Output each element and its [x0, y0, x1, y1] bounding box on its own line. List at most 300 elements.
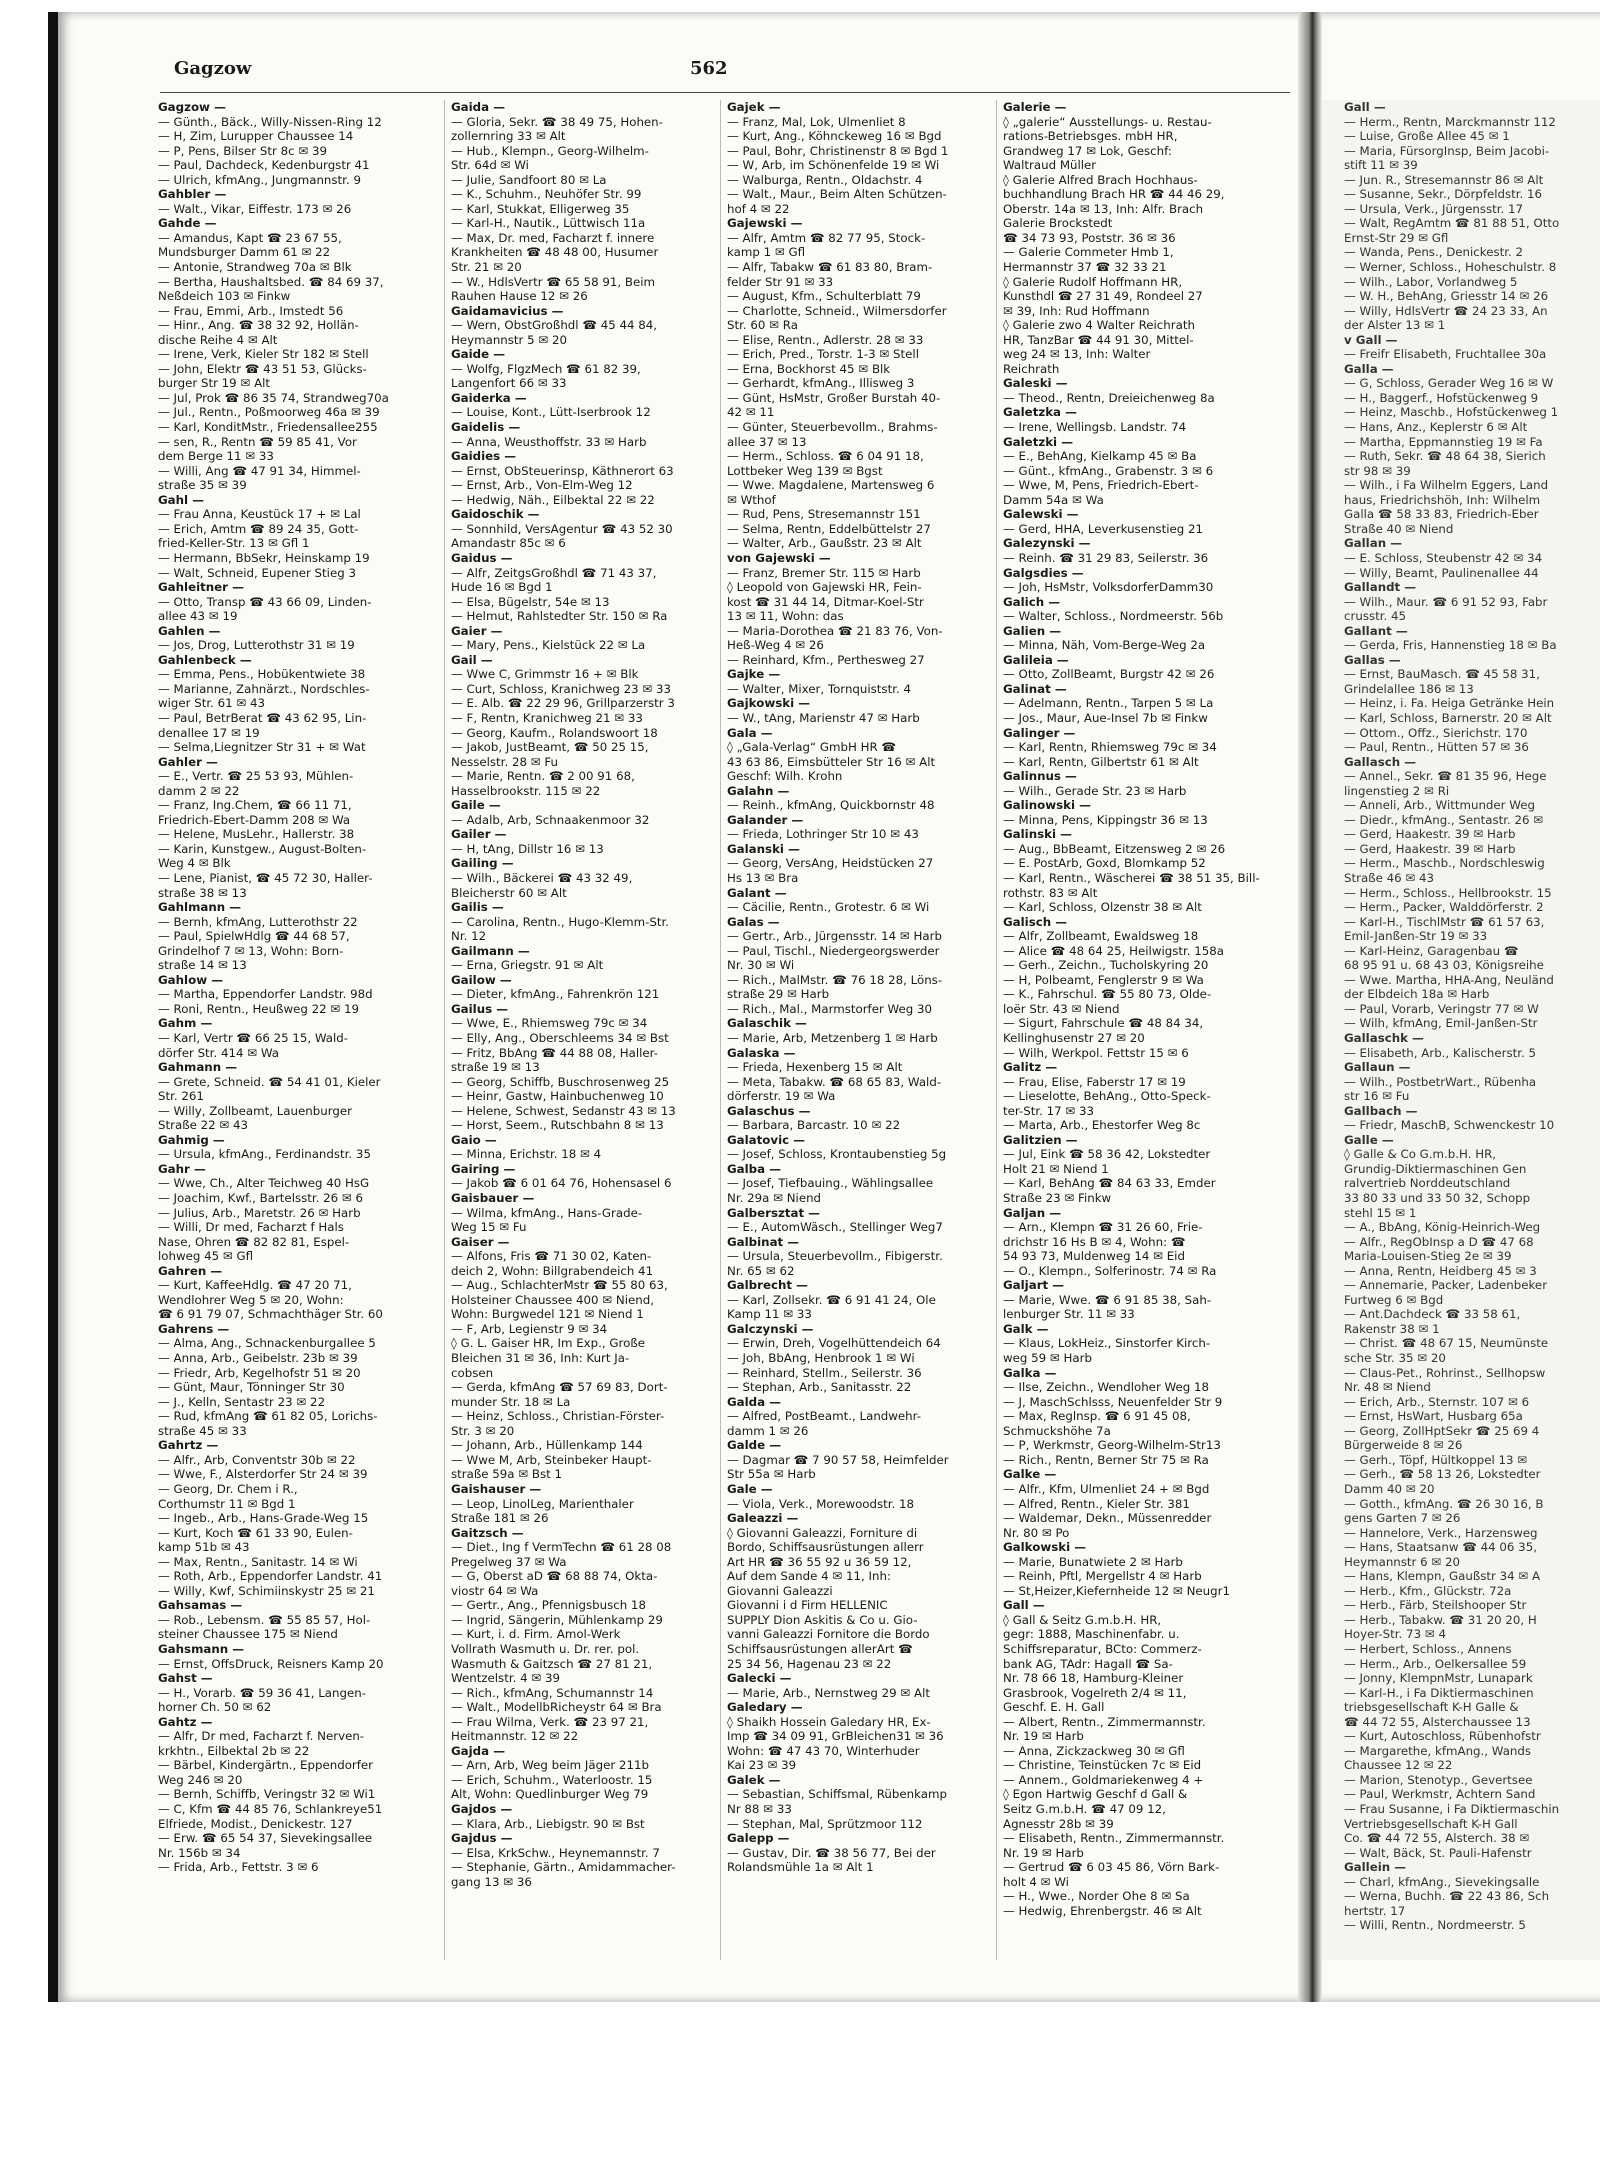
directory-entry: — Otto, ZollBeamt, Burgstr 42 ✉ 26: [1003, 667, 1215, 682]
directory-entry: — Luise, Große Allee 45 ✉ 1: [1344, 129, 1510, 144]
directory-entry: — Kurt, KaffeeHdlg. ☎ 47 20 71,: [158, 1278, 352, 1293]
directory-entry: Galjan —: [1003, 1205, 1061, 1220]
directory-entry: Gallandt —: [1344, 580, 1417, 595]
directory-entry: ◊ Galerie Rudolf Hoffmann HR,: [1003, 274, 1183, 289]
directory-entry: — Selma, Rentn, Eddelbüttelstr 27: [727, 521, 931, 536]
directory-entry: — Karl, Zollsekr. ☎ 6 91 41 24, Ole: [727, 1292, 936, 1307]
directory-entry: gang 13 ✉ 36: [451, 1874, 532, 1889]
directory-entry: — Georg, ZollHptSekr ☎ 25 69 4: [1344, 1423, 1540, 1438]
directory-entry: Galant —: [727, 885, 787, 900]
directory-entry: — Gustav, Dir. ☎ 38 56 77, Bei der: [727, 1845, 936, 1860]
directory-entry: dem Berge 11 ✉ 33: [158, 449, 274, 464]
directory-entry: — Cäcilie, Rentn., Grotestr. 6 ✉ Wi: [727, 900, 930, 915]
directory-entry: — Roni, Rentn., Heußweg 22 ✉ 19: [158, 1001, 360, 1016]
directory-entry: — E., AutomWäsch., Stellinger Weg7: [727, 1220, 943, 1235]
directory-entry: — Galerie Commeter Hmb 1,: [1003, 245, 1174, 260]
directory-entry: — Karl, Vertr ☎ 66 25 15, Wald-: [158, 1031, 349, 1045]
directory-entry: — Ottom., Offz., Sierichstr. 170: [1344, 725, 1528, 740]
directory-column-3: [720, 100, 989, 1960]
directory-entry: burger Str 19 ✉ Alt: [158, 376, 271, 391]
directory-entry: Nesselstr. 28 ✉ Fu: [451, 754, 558, 769]
directory-entry: — J, MaschSchlsss, Neuenfelder Str 9: [1003, 1394, 1223, 1409]
directory-entry: — Ant.Dachdeck ☎ 33 58 61,: [1344, 1307, 1521, 1322]
directory-entry: Hude 16 ✉ Bgd 1: [451, 580, 553, 595]
directory-entry: str 98 ✉ 39: [1344, 463, 1411, 478]
directory-entry: — Willy, HdlsVertr ☎ 24 23 33, An: [1344, 303, 1548, 318]
directory-entry: — Karl, KonditMstr., Friedensallee255: [158, 420, 378, 435]
directory-entry: — Karl, Rentn., Wäscherei ☎ 38 51 35, Bill-: [1003, 870, 1260, 885]
directory-entry: ☎ 34 73 93, Poststr. 36 ✉ 36: [1003, 230, 1176, 245]
directory-entry: Galaska —: [727, 1045, 796, 1060]
directory-entry: — Reinh. ☎ 31 29 83, Seilerstr. 36: [1003, 550, 1209, 565]
directory-entry: Schiffsreparatur, BCto: Commerz-: [1003, 1641, 1202, 1656]
directory-entry: — Herb., Färb, Steilshooper Str: [1344, 1598, 1527, 1613]
directory-entry: — Frau Anna, Keustück 17 + ✉ Lal: [158, 507, 361, 522]
directory-entry: — Irene, Verk, Kieler Str 182 ✉ Stell: [158, 347, 369, 362]
directory-entry: Galda —: [727, 1394, 781, 1409]
directory-entry: — Hub., Klempn., Georg-Wilhelm-: [451, 143, 649, 158]
directory-entry: — Kurt, Autoschloss, Rübenhofstr: [1344, 1729, 1541, 1744]
directory-entry: Galepp —: [727, 1831, 790, 1846]
directory-entry: Straße 22 ✉ 43: [158, 1118, 249, 1133]
directory-entry: drichstr 16 Hs B ✉ 4, Wohn: ☎: [1003, 1234, 1186, 1249]
directory-entry: — Herm., Schloss., Hellbrookstr. 15: [1344, 885, 1552, 900]
directory-entry: — Elsa, KrkSchw., Heynemannstr. 7: [451, 1845, 660, 1860]
directory-entry: — Heinz, i. Fa. Heiga Getränke Hein: [1344, 696, 1555, 711]
directory-entry: — Reinh., kfmAng, Quickbornstr 48: [727, 798, 935, 813]
directory-entry: — Aug., SchlachterMstr ☎ 55 80 63,: [451, 1278, 668, 1293]
directory-entry: — G, Oberst aD ☎ 68 88 74, Okta-: [451, 1569, 658, 1584]
directory-entry: — Franz, Mal, Lok, Ulmenliet 8: [727, 114, 906, 129]
directory-entry: Galinnus —: [1003, 769, 1077, 784]
directory-entry: — Gerh., Zeichn., Tucholskyring 20: [1003, 958, 1209, 973]
directory-entry: — Herm., Rentn, Marckmannstr 112: [1344, 114, 1556, 129]
directory-entry: Gallan —: [1344, 536, 1402, 551]
directory-entry: — Minna, Erichstr. 18 ✉ 4: [451, 1147, 602, 1162]
directory-entry: Nr. 19 ✉ Harb: [1003, 1729, 1084, 1744]
directory-entry: Maria-Louisen-Stieg 2e ✉ 39: [1344, 1249, 1512, 1264]
directory-entry: — Charlotte, Schneid., Wilmersdorfer: [727, 303, 947, 318]
directory-entry: Friedrich-Ebert-Damm 208 ✉ Wa: [158, 812, 351, 827]
directory-entry: — Ernst, BauMasch. ☎ 45 58 31,: [1344, 667, 1540, 682]
directory-entry: — Karl-H., i Fa Diktiermaschinen: [1344, 1685, 1534, 1700]
directory-entry: ◊ Egon Hartwig Geschf d Gall &: [1003, 1787, 1188, 1802]
directory-entry: — E., Vertr. ☎ 25 53 93, Mühlen-: [158, 769, 354, 784]
directory-entry: Straße 46 ✉ 43: [1344, 870, 1435, 885]
directory-entry: — Frau, Elise, Faberstr 17 ✉ 19: [1003, 1074, 1186, 1089]
directory-entry: — Curt, Schloss, Kranichweg 23 ✉ 33: [451, 681, 672, 696]
directory-entry: — Erich, Schuhm., Waterloostr. 15: [451, 1772, 653, 1787]
directory-entry: — Wwe, F., Alsterdorfer Str 24 ✉ 39: [158, 1467, 368, 1482]
directory-entry: Damm 40 ✉ 20: [1344, 1481, 1435, 1496]
directory-entry: — Wwe M, Arb, Steinbeker Haupt-: [451, 1452, 652, 1467]
directory-entry: — Frau Susanne, i Fa Diktiermaschin: [1344, 1801, 1560, 1816]
directory-entry: — Günt, Maur, Tönninger Str 30: [158, 1380, 345, 1395]
directory-entry: — Günt, HsMstr, Großer Burstah 40-: [727, 390, 941, 405]
directory-entry: — Herbert, Schloss., Annens: [1344, 1641, 1512, 1656]
directory-entry: Oberstr. 14a ✉ 13, Inh: Alfr. Brach: [1003, 201, 1204, 216]
directory-entry: Neßdeich 103 ✉ Finkw: [158, 289, 291, 304]
directory-entry: Gallasch —: [1344, 754, 1417, 769]
directory-entry: — Jul, Prok ☎ 86 35 74, Strandweg70a: [158, 390, 389, 405]
directory-entry: Galanski —: [727, 841, 800, 856]
directory-entry: — Werna, Buchh. ☎ 22 43 86, Sch: [1344, 1889, 1550, 1904]
directory-entry: Waltraud Müller: [1003, 158, 1097, 173]
directory-entry: — Wwe. Martha, HHA-Ang, Neuländ: [1344, 972, 1554, 987]
directory-entry: Pregelweg 37 ✉ Wa: [451, 1554, 567, 1569]
directory-entry: — Alfr., RegObInsp a D ☎ 47 68: [1344, 1234, 1534, 1249]
directory-column-4: [996, 100, 1265, 1960]
directory-entry: Imp ☎ 34 09 91, GrBleichen31 ✉ 36: [727, 1729, 944, 1744]
directory-entry: — Bertha, Haushaltsbed. ☎ 84 69 37,: [158, 274, 384, 289]
directory-entry: — Josef, Tiefbauing., Wählingsallee: [727, 1176, 934, 1191]
directory-entry: — Walburga, Rentn., Oldachstr. 4: [727, 172, 923, 187]
directory-entry: — Frau, Emmi, Arb., Imstedt 56: [158, 303, 344, 318]
directory-entry: — Rich., MalMstr. ☎ 76 18 28, Löns-: [727, 972, 943, 987]
directory-entry: — Roth, Arb., Eppendorfer Landstr. 41: [158, 1569, 383, 1584]
directory-entry: — Willi, Rentn., Nordmeerstr. 5: [1344, 1918, 1526, 1933]
directory-entry: — Wilh., PostbetrWart., Rübenha: [1344, 1074, 1537, 1089]
running-head: Gagzow: [174, 58, 252, 79]
directory-entry: Nr. 19 ✉ Harb: [1003, 1845, 1084, 1860]
directory-entry: Schmuckshöhe 7a: [1003, 1423, 1111, 1438]
directory-entry: Galedary —: [727, 1700, 803, 1715]
directory-entry: — H, tAng, Dillstr 16 ✉ 13: [451, 841, 604, 856]
directory-entry: Hasselbrookstr. 115 ✉ 22: [451, 783, 601, 798]
directory-entry: str 16 ✉ Fu: [1344, 1089, 1410, 1104]
directory-entry: — Sigurt, Fahrschule ☎ 48 84 34,: [1003, 1016, 1204, 1031]
directory-entry: Gairing —: [451, 1161, 516, 1176]
directory-entry: ter-Str. 17 ✉ 33: [1003, 1103, 1095, 1118]
directory-entry: Grindelallee 186 ✉ 13: [1344, 681, 1474, 696]
directory-entry: viostr 64 ✉ Wa: [451, 1583, 539, 1598]
directory-entry: — Diedr., kfmAng., Sentastr. 26 ✉: [1344, 812, 1544, 827]
directory-entry: straße 59a ✉ Bst 1: [451, 1467, 563, 1482]
directory-entry: — Jakob ☎ 6 01 64 76, Hohensasel 6: [451, 1176, 672, 1191]
directory-entry: — Grete, Schneid. ☎ 54 41 01, Kieler: [158, 1074, 381, 1089]
directory-entry: Hs 13 ✉ Bra: [727, 870, 799, 885]
directory-entry: — K., Fahrschul. ☎ 55 80 73, Olde-: [1003, 987, 1212, 1002]
directory-entry: sche Str. 35 ✉ 20: [1344, 1351, 1446, 1366]
directory-entry: Str. 60 ✉ Ra: [727, 318, 798, 333]
directory-entry: Galerie Brockstedt: [1003, 216, 1113, 231]
directory-entry: — Ilse, Zeichn., Wendloher Weg 18: [1003, 1380, 1210, 1395]
directory-entry: — Ulrich, kfmAng., Jungmannstr. 9: [158, 172, 361, 187]
directory-entry: Kunsthdl ☎ 27 31 49, Rondeel 27: [1003, 289, 1203, 304]
directory-entry: — Ursula, Verk., Jürgensstr. 17: [1344, 201, 1524, 216]
directory-entry: — Hannelore, Verk., Harzensweg: [1344, 1525, 1538, 1540]
directory-entry: stehl 15 ✉ 1: [1344, 1205, 1417, 1220]
directory-entry: Galba —: [727, 1161, 781, 1176]
directory-entry: Galezynski —: [1003, 536, 1091, 551]
directory-entry: Galetzka —: [1003, 405, 1077, 420]
directory-entry: — Wwe, E., Rhiemsweg 79c ✉ 34: [451, 1016, 648, 1031]
directory-entry: — Anna, Rentn, Heidberg 45 ✉ 3: [1344, 1263, 1537, 1278]
directory-entry: — Adelmann, Rentn., Tarpen 5 ✉ La: [1003, 696, 1214, 711]
directory-entry: — Ursula, kfmAng., Ferdinandstr. 35: [158, 1147, 371, 1162]
directory-entry: — Alfr, Amtm ☎ 82 77 95, Stock-: [727, 230, 926, 245]
directory-entry: Kai 23 ✉ 39: [727, 1758, 797, 1773]
directory-entry: — Georg, Kaufm., Rolandswoort 18: [451, 725, 658, 740]
directory-entry: — Christ. ☎ 48 67 15, Neumünste: [1344, 1336, 1549, 1351]
directory-entry: Alt, Wohn: Quedlinburger Weg 79: [451, 1787, 649, 1802]
directory-entry: — Gerda, Fris, Hannenstieg 18 ✉ Ba: [1344, 638, 1557, 653]
directory-entry: straße 14 ✉ 13: [158, 958, 247, 973]
directory-entry: — Georg, Dr. Chem i R.,: [158, 1481, 298, 1496]
directory-entry: — Lieselotte, BehAng., Otto-Speck-: [1003, 1089, 1211, 1104]
directory-entry: Galahn —: [727, 783, 790, 798]
directory-entry: — Wanda, Pens., Denickestr. 2: [1344, 245, 1523, 260]
directory-entry: Gahbler —: [158, 187, 227, 202]
directory-entry: — F, Arb, Legienstr 9 ✉ 34: [451, 1321, 608, 1336]
directory-entry: — W. H., BehAng, Griesstr 14 ✉ 26: [1344, 289, 1549, 304]
directory-entry: — Karl, Rentn, Rhiemsweg 79c ✉ 34: [1003, 740, 1217, 755]
directory-entry: rothstr. 83 ✉ Alt: [1003, 885, 1098, 900]
directory-entry: ✉ Wthof: [727, 492, 776, 507]
directory-entry: — Klara, Arb., Liebigstr. 90 ✉ Bst: [451, 1816, 645, 1831]
directory-entry: — Max, Rentn., Sanitastr. 14 ✉ Wi: [158, 1554, 358, 1569]
directory-entry: holt 4 ✉ Wi: [1003, 1874, 1069, 1889]
directory-entry: — Walt., ModellbRicheystr 64 ✉ Bra: [451, 1700, 662, 1715]
directory-entry: — Karl-H., TischlMstr ☎ 61 57 63,: [1344, 914, 1545, 929]
directory-entry: Giovanni i d Firm HELLENIC: [727, 1598, 888, 1613]
directory-entry: — Walt., Maur., Beim Alten Schützen-: [727, 187, 947, 202]
directory-entry: Galka —: [1003, 1365, 1057, 1380]
directory-entry: — Walt, RegAmtm ☎ 81 88 51, Otto: [1344, 216, 1560, 231]
directory-entry: Corthumstr 11 ✉ Bgd 1: [158, 1496, 296, 1511]
directory-entry: Hoyer-Str. 73 ✉ 4: [1344, 1627, 1446, 1642]
directory-entry: — Louise, Kont., Lütt-Iserbrook 12: [451, 405, 651, 420]
directory-entry: Auf dem Sande 4 ✉ 11, Inh:: [727, 1569, 891, 1584]
directory-entry: — Hans, Anz., Keplerstr 6 ✉ Alt: [1344, 420, 1528, 435]
directory-entry: — Wilh., Labor, Vorlandweg 5: [1344, 274, 1518, 289]
directory-entry: ◊ Galle & Co G.m.b.H. HR,: [1344, 1147, 1497, 1162]
directory-entry: Gaile —: [451, 798, 501, 813]
directory-entry: Gajda —: [451, 1743, 505, 1758]
directory-entry: — Elsa, Bügelstr, 54e ✉ 13: [451, 594, 610, 609]
directory-entry: — Karl, Schloss, Olzenstr 38 ✉ Alt: [1003, 900, 1202, 915]
directory-entry: — Amandus, Kapt ☎ 23 67 55,: [158, 230, 342, 245]
directory-entry: — Alfr, ZeitgsGroßhdl ☎ 71 43 37,: [451, 565, 657, 580]
directory-entry: — Marie, Wwe. ☎ 6 91 85 38, Sah-: [1003, 1292, 1212, 1307]
directory-entry: — Herb., Kfm., Glückstr. 72a: [1344, 1583, 1512, 1598]
directory-entry: — Alfr., Arb, Conventstr 30b ✉ 22: [158, 1452, 356, 1467]
directory-entry: — Max, Reglnsp. ☎ 6 91 45 08,: [1003, 1409, 1191, 1424]
directory-entry: — Adalb, Arb, Schnaakenmoor 32: [451, 812, 650, 827]
directory-entry: — H, Zim, Lurupper Chaussee 14: [158, 129, 354, 144]
directory-entry: damm 2 ✉ 22: [158, 783, 240, 798]
directory-entry: Kamp 11 ✉ 33: [727, 1307, 812, 1322]
directory-entry: — Rud, Pens, Stresemannstr 151: [727, 507, 921, 522]
directory-entry: — Theod., Rentn, Dreieichenweg 8a: [1003, 390, 1215, 405]
directory-entry: Grundig-Diktiermaschinen Gen: [1344, 1161, 1527, 1176]
directory-entry: Galgsdies —: [1003, 565, 1084, 580]
directory-entry: — Helene, Schwest, Sedanstr 43 ✉ 13: [451, 1103, 676, 1118]
directory-entry: — Reinh, Pftl, Mergellstr 4 ✉ Harb: [1003, 1569, 1202, 1584]
directory-entry: kost ☎ 31 44 14, Ditmar-Koel-Str: [727, 594, 924, 609]
directory-entry: Furtweg 6 ✉ Bgd: [1344, 1292, 1444, 1307]
directory-entry: Galaschus —: [727, 1103, 811, 1118]
directory-entry: — Willy, Kwf, Schimiinskystr 25 ✉ 21: [158, 1583, 375, 1598]
directory-entry: Hermannstr 37 ☎ 32 33 21: [1003, 260, 1167, 275]
directory-entry: — P, Pens, Bilser Str 8c ✉ 39: [158, 143, 327, 158]
directory-entry: Bürgerweide 8 ✉ 26: [1344, 1438, 1463, 1453]
directory-entry: Nr. 65 ✉ 62: [727, 1263, 795, 1278]
directory-entry: Gahlow —: [158, 972, 223, 987]
directory-entry: — Jos., Maur, Aue-Insel 7b ✉ Finkw: [1003, 710, 1208, 725]
directory-entry: Gaidies —: [451, 449, 517, 464]
directory-entry: — G, Schloss, Gerader Weg 16 ✉ W: [1344, 376, 1554, 391]
directory-entry: — Georg, VersAng, Heidstücken 27: [727, 856, 934, 871]
directory-entry: dörferstr. 19 ✉ Wa: [727, 1089, 836, 1104]
directory-entry: — Gertr., Ang., Pfennigsbusch 18: [451, 1598, 646, 1613]
directory-entry: — Gerda, kfmAng ☎ 57 69 83, Dort-: [451, 1380, 668, 1395]
directory-entry: — Julie, Sandfoort 80 ✉ La: [451, 172, 607, 187]
directory-entry: 68 95 91 u. 68 43 03, Königsreihe: [1344, 958, 1544, 973]
directory-entry: Galbinat —: [727, 1234, 800, 1249]
directory-entry: Heitmannstr. 12 ✉ 22: [451, 1729, 579, 1744]
directory-entry: Gahmann —: [158, 1060, 237, 1075]
directory-entry: — E. Alb. ☎ 22 29 96, Grillparzerstr 3: [451, 696, 675, 711]
directory-entry: Galla ☎ 58 33 83, Friedrich-Eber: [1344, 507, 1539, 522]
directory-entry: munder Str. 18 ✉ La: [451, 1394, 571, 1409]
directory-entry: Galjart —: [1003, 1278, 1065, 1293]
directory-entry: Straße 181 ✉ 26: [451, 1511, 549, 1526]
directory-entry: weg 59 ✉ Harb: [1003, 1351, 1092, 1366]
directory-entry: — Elisabeth, Rentn., Zimmermannstr.: [1003, 1831, 1225, 1846]
directory-entry: Seitz G.m.b.H. ☎ 47 09 12,: [1003, 1801, 1166, 1816]
directory-entry: — Willi, Ang ☎ 47 91 34, Himmel-: [158, 463, 361, 478]
directory-entry: 13 ✉ 11, Wohn: das: [727, 609, 844, 624]
directory-entry: ◊ Galerie Alfred Brach Hochhaus-: [1003, 172, 1198, 187]
directory-entry: Gailmann —: [451, 943, 530, 958]
directory-entry: — Ursula, Steuerbevollm., Fibigerstr.: [727, 1249, 943, 1264]
directory-entry: — H, Polbeamt, Fenglerstr 9 ✉ Wa: [1003, 972, 1204, 987]
directory-entry: Gall —: [1003, 1598, 1045, 1613]
directory-entry: — Lene, Pianist, ☎ 45 72 30, Haller-: [158, 870, 373, 885]
directory-entry: — Wilh., i Fa Wilhelm Eggers, Land: [1344, 478, 1549, 493]
directory-entry: — Emma, Pens., Hobükentwiete 38: [158, 667, 366, 682]
directory-entry: Agnesstr 28b ✉ 39: [1003, 1816, 1114, 1831]
directory-entry: Gala —: [727, 725, 773, 740]
directory-entry: Gajdos —: [451, 1801, 513, 1816]
directory-entry: Gaitzsch —: [451, 1525, 524, 1540]
directory-entry: Galinski —: [1003, 827, 1072, 842]
directory-entry: — Joh, BbAng, Henbrook 1 ✉ Wi: [727, 1351, 915, 1366]
directory-entry: 54 93 73, Muldenweg 14 ✉ Eid: [1003, 1249, 1185, 1264]
directory-entry: Gaidamavicius —: [451, 303, 564, 318]
directory-entry: triebsgesellschaft K-H Galle &: [1344, 1700, 1519, 1715]
directory-entry: Gaide —: [451, 347, 506, 362]
directory-entry: — Margarethe, kfmAng., Wands: [1344, 1743, 1532, 1758]
directory-entry: — Hinr., Ang. ☎ 38 32 92, Hollän-: [158, 318, 359, 333]
directory-entry: — Rich., Mal., Marmstorfer Weg 30: [727, 1001, 933, 1016]
directory-entry: — Reinhard, Stellm., Seilerstr. 36: [727, 1365, 922, 1380]
directory-entry: ◊ „Gala-Verlag“ GmbH HR ☎: [727, 740, 897, 755]
directory-entry: — Karl-H., Nautik., Lüttwisch 11a: [451, 216, 646, 231]
directory-entry: der Elbdeich 18a ✉ Harb: [1344, 987, 1490, 1002]
directory-entry: Weg 246 ✉ 20: [158, 1772, 243, 1787]
directory-entry: — Hans, Staatsanw ☎ 44 06 35,: [1344, 1540, 1537, 1555]
directory-entry: — Günter, Steuerbevollm., Brahms-: [727, 420, 938, 435]
directory-entry: — Rich., kfmAng, Schumannstr 14: [451, 1685, 654, 1700]
directory-entry: Gallaun —: [1344, 1060, 1411, 1075]
directory-entry: Bleichen 31 ✉ 36, Inh: Kurt Ja-: [451, 1351, 630, 1366]
directory-entry: Gallbach —: [1344, 1103, 1418, 1118]
directory-entry: Straße 23 ✉ Finkw: [1003, 1191, 1112, 1206]
directory-entry: — Christine, Teinstücken 7c ✉ Eid: [1003, 1758, 1202, 1773]
directory-entry: — Willi, Dr med, Facharzt f Hals: [158, 1220, 344, 1235]
directory-entry: — Georg, Schiffb, Buschrosenweg 25: [451, 1074, 670, 1089]
directory-entry: kamp 51b ✉ 43: [158, 1540, 250, 1555]
directory-entry: — Frieda, Lothringer Str 10 ✉ 43: [727, 827, 919, 842]
directory-entry: — Otto, Transp ☎ 43 66 09, Linden-: [158, 594, 372, 609]
directory-entry: hertstr. 17: [1344, 1903, 1406, 1918]
directory-entry: Wasmuth & Gaitzsch ☎ 27 81 21,: [451, 1656, 653, 1671]
directory-entry: Gaiser —: [451, 1234, 510, 1249]
directory-entry: Holsteiner Chaussee 400 ✉ Niend,: [451, 1292, 654, 1307]
directory-entry: 25 34 56, Hagenau 23 ✉ 22: [727, 1656, 892, 1671]
directory-entry: Gailer —: [451, 827, 507, 842]
directory-entry: Gahst —: [158, 1671, 213, 1686]
directory-entry: — Walter, Arb., Gaußstr. 23 ✉ Alt: [727, 536, 922, 551]
directory-entry: — Alfred, Rentn., Kieler Str. 381: [1003, 1496, 1190, 1511]
directory-entry: — Paul, Vorarb, Veringstr 77 ✉ W: [1344, 1001, 1539, 1016]
directory-entry: Gahrtz —: [158, 1438, 219, 1453]
directory-entry: — Willy, Beamt, Paulinenallee 44: [1344, 565, 1539, 580]
directory-entry: — Martha, Eppmannstieg 19 ✉ Fa: [1344, 434, 1543, 449]
directory-entry: Galitz —: [1003, 1060, 1058, 1075]
directory-entry: — Walter, Mixer, Tornquiststr. 4: [727, 681, 911, 696]
directory-entry: — Ingeb., Arb., Hans-Grade-Weg 15: [158, 1511, 369, 1526]
directory-entry: — Marie, Arb, Metzenberg 1 ✉ Harb: [727, 1031, 938, 1045]
directory-entry: Gahsmann —: [158, 1641, 245, 1656]
directory-entry: Gajke —: [727, 667, 781, 682]
directory-entry: buchhandlung Brach HR ☎ 44 46 29,: [1003, 187, 1225, 202]
directory-entry: Ernst-Str 29 ✉ Gfl: [1344, 230, 1449, 245]
directory-entry: — Klaus, LokHeiz., Sinstorfer Kirch-: [1003, 1336, 1211, 1351]
directory-entry: Wendlohrer Weg 5 ✉ 20, Wohn:: [158, 1292, 344, 1307]
directory-entry: Galke —: [1003, 1467, 1057, 1482]
directory-entry: Gaio —: [451, 1132, 497, 1147]
directory-entry: — Elise, Rentn., Adlerstr. 28 ✉ 33: [727, 332, 924, 347]
directory-entry: ◊ G. L. Gaiser HR, Im Exp., Große: [451, 1336, 646, 1351]
directory-entry: Gahde —: [158, 216, 217, 231]
directory-entry: Nr. 156b ✉ 34: [158, 1845, 241, 1860]
directory-entry: rations-Betriebsges. mbH HR,: [1003, 129, 1178, 144]
directory-entry: — Erich, Pred., Torstr. 1-3 ✉ Stell: [727, 347, 919, 362]
directory-entry: Str. 261: [158, 1089, 204, 1104]
directory-entry: Gahlmann —: [158, 900, 242, 915]
directory-entry: Gaishauser —: [451, 1481, 542, 1496]
directory-entry: — Barbara, Barcastr. 10 ✉ 22: [727, 1118, 901, 1133]
directory-entry: — Maria-Dorothea ☎ 21 83 76, Von-: [727, 623, 943, 638]
directory-entry: — Heinz, Schloss., Christian-Förster-: [451, 1409, 665, 1424]
directory-entry: Gajkowski —: [727, 696, 811, 711]
directory-entry: Gahmig —: [158, 1132, 225, 1147]
directory-entry: Galde —: [727, 1438, 782, 1453]
directory-entry: Nr. 78 66 18, Hamburg-Kleiner: [1003, 1671, 1184, 1686]
directory-entry: — H., Wwe., Norder Ohe 8 ✉ Sa: [1003, 1889, 1190, 1904]
directory-entry: Chaussee 12 ✉ 22: [1344, 1758, 1453, 1773]
directory-entry: — Günth., Bäck., Willy-Nissen-Ring 12: [158, 114, 382, 129]
directory-entry: — C, Kfm ☎ 44 85 76, Schlankreye51: [158, 1801, 383, 1816]
directory-entry: — E. PostArb, Goxd, Blomkamp 52: [1003, 856, 1206, 871]
directory-entry: Galczynski —: [727, 1321, 814, 1336]
directory-entry: Krankheiten ☎ 48 48 00, Husumer: [451, 245, 659, 260]
directory-entry: Galerie —: [1003, 100, 1067, 114]
directory-entry: — Karin, Kunstgew., August-Bolten-: [158, 841, 367, 856]
